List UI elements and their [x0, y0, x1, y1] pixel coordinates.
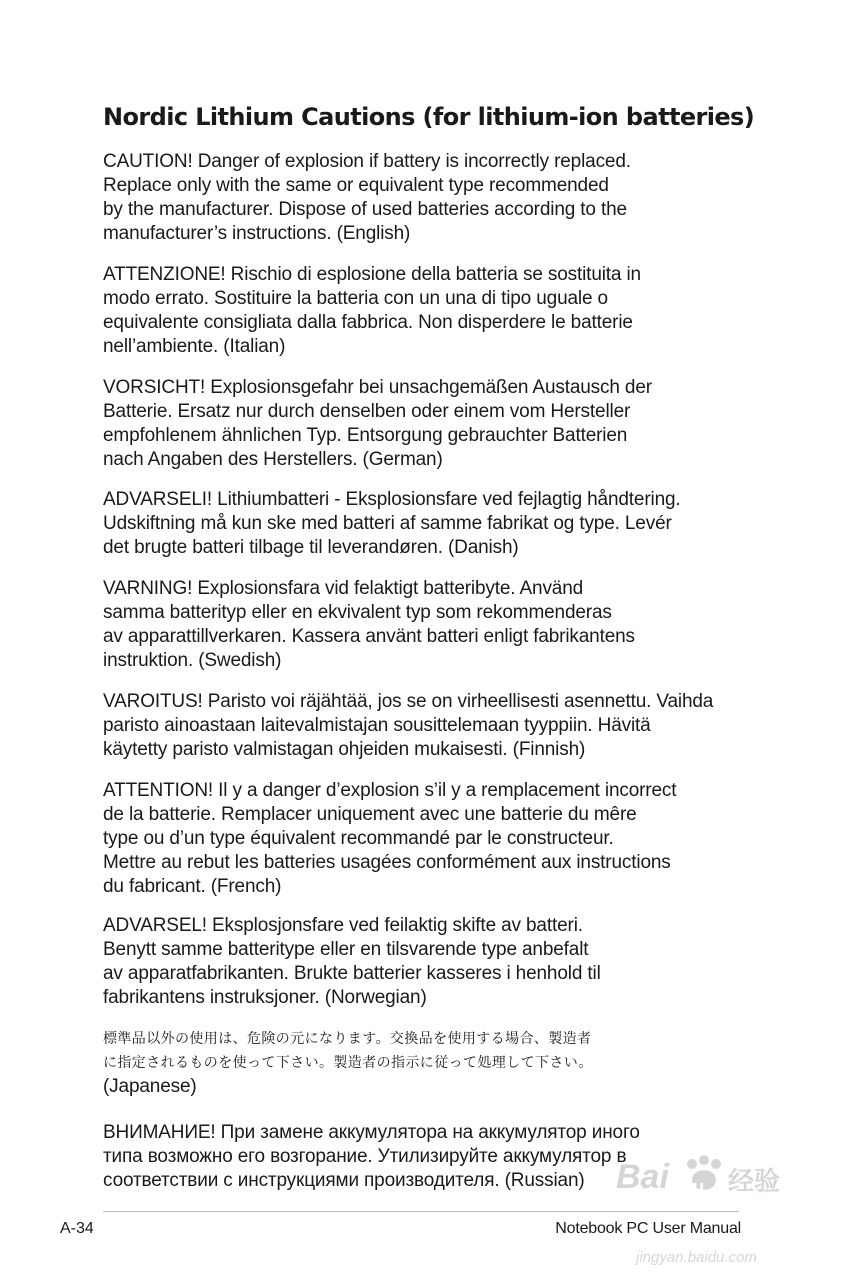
text-line: fabrikantens instruksjoner. (Norwegian) — [103, 987, 427, 1008]
caution-french — [103, 779, 763, 899]
page-title: Nordic Lithium Cautions (for lithium-ion batteries) — [103, 103, 755, 131]
baidu-watermark-icon — [596, 1150, 806, 1270]
text-line: paristo ainoastaan laitevalmistajan sousittelemaan tyyppiin. Hävitä — [103, 715, 651, 736]
text-line: det brugte batteri tilbage til leverandøren. (Danish) — [103, 537, 519, 558]
text-line: nach Angaben des Herstellers. (German) — [103, 449, 443, 470]
caution-german — [103, 376, 763, 472]
caution-norwegian — [103, 914, 763, 1010]
manual-title: Notebook PC User Manual — [555, 1220, 741, 1237]
text-line: VAROITUS! Paristo voi räjähtää, jos se on virheellisesti asennettu. Vaihda — [103, 691, 714, 712]
text-line: Replace only with the same or equivalent type recommended — [103, 175, 609, 196]
caution-swedish — [103, 577, 763, 673]
text-line: типа возможно его возгорание. Утилизируйте аккумулятор в — [103, 1146, 627, 1167]
page-number: A-34 — [60, 1220, 94, 1237]
caution-italian — [103, 263, 763, 359]
text-line: (Japanese) — [103, 1076, 197, 1097]
text-line: käytetty paristo valmistagan ohjeiden mukaisesti. (Finnish) — [103, 739, 586, 760]
caution-finnish — [103, 690, 763, 762]
text-line: manufacturer’s instructions. (English) — [103, 223, 411, 244]
text-line: empfohlenem ähnlichen Typ. Entsorgung gebrauchter Batterien — [103, 425, 628, 446]
svg-text:du: du — [680, 1177, 705, 1199]
caution-danish — [103, 488, 763, 560]
text-line: ADVARSEL! Eksplosjonsfare ved feilaktig skifte av batteri. — [103, 915, 583, 936]
text-line: modo errato. Sostituire la batteria con un una di tipo uguale o — [103, 288, 608, 309]
svg-text:经验: 经验 — [728, 1167, 781, 1197]
text-line: de la batterie. Remplacer uniquement avec une batterie du mêre — [103, 804, 637, 825]
text-line: に指定されるものを使って下さい。製造者の指示に従って処理して下さい。 — [103, 1055, 593, 1071]
text-line: equivalente consigliata dalla fabbrica. Non disperdere le batterie — [103, 312, 633, 333]
text-line: Udskiftning må kun ske med batteri af samme fabrikat og type. Levér — [103, 513, 672, 534]
text-line: Batterie. Ersatz nur durch denselben oder einem vom Hersteller — [103, 401, 631, 422]
text-line: av apparatfabrikanten. Brukte batterier kasseres i henhold til — [103, 963, 601, 984]
text-line: instruktion. (Swedish) — [103, 650, 282, 671]
text-line: 標準品以外の使用は、危険の元になります。交換品を使用する場合、製造者 — [103, 1031, 592, 1047]
text-line: VARNING! Explosionsfara vid felaktigt batteribyte. Använd — [103, 578, 584, 599]
text-line: ADVARSELI! Lithiumbatteri - Eksplosionsfare ved fejlagtig håndtering. — [103, 489, 681, 510]
text-line: nell’ambiente. (Italian) — [103, 336, 286, 357]
text-line: ВНИМАНИЕ! При замене аккумулятора на аккумулятор иного — [103, 1122, 640, 1143]
text-line: VORSICHT! Explosionsgefahr bei unsachgemäßen Austausch der — [103, 377, 652, 398]
text-line: CAUTION! Danger of explosion if battery is incorrectly replaced. — [103, 151, 631, 172]
text-line: Benytt samme batteritype eller en tilsvarende type anbefalt — [103, 939, 589, 960]
text-line: ATTENZIONE! Rischio di esplosione della batteria se sostituita in — [103, 264, 641, 285]
text-line: samma batterityp eller en ekvivalent typ som rekommenderas — [103, 602, 612, 623]
svg-text:jingyan.baidu.com: jingyan.baidu.com — [636, 1249, 757, 1266]
caution-japanese — [103, 1027, 763, 1099]
text-line: соответствии с инструкциями производителя. (Russian) — [103, 1170, 585, 1191]
svg-text:Bai: Bai — [616, 1158, 669, 1196]
text-line: Mettre au rebut les batteries usagées conformément aux instructions — [103, 852, 671, 873]
text-line: du fabricant. (French) — [103, 876, 282, 897]
caution-english — [103, 150, 763, 246]
text-line: by the manufacturer. Dispose of used batteries according to the — [103, 199, 627, 220]
text-line: type ou d’un type équivalent recommandé par le constructeur. — [103, 828, 614, 849]
text-line: av apparattillverkaren. Kassera använt batteri enligt fabrikantens — [103, 626, 635, 647]
text-line: ATTENTION! Il y a danger d’explosion s’il y a remplacement incorrect — [103, 780, 677, 801]
